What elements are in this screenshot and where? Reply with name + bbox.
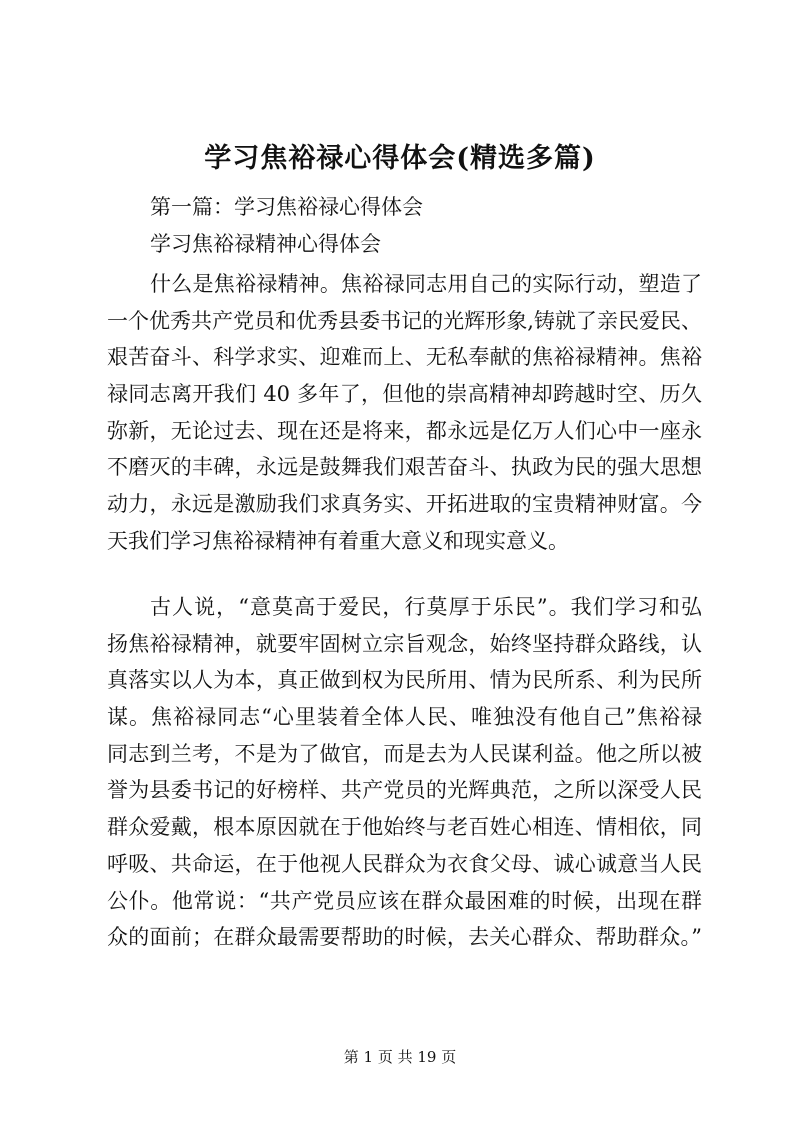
paragraph-line: 扬焦裕禄精神，就要牢固树立宗旨观念，始终坚持群众路线，认 — [107, 631, 702, 656]
body-paragraph — [107, 266, 702, 560]
paragraph-line: 呼吸、共命运，在于他视人民群众为衣食父母、诚心诚意当人民 — [107, 851, 702, 876]
paragraph-line: 群众爱戴，根本原因就在于他始终与老百姓心相连、情相依，同 — [107, 815, 702, 840]
paragraph-line: 不磨灭的丰碑，永远是鼓舞我们艰苦奋斗、执政为民的强大思想 — [107, 455, 702, 480]
paragraph-line: 谋。焦裕禄同志“心里装着全体人民、唯独没有他自己”焦裕禄 — [107, 705, 702, 730]
paragraph-line: 众的面前；在群众最需要帮助的时候，去关心群众、帮助群众。” — [107, 925, 702, 950]
paragraph-line: 一个优秀共产党员和优秀县委书记的光辉形象,铸就了亲民爱民、 — [107, 308, 702, 333]
page-number: 第 1 页 共 19 页 — [343, 1048, 457, 1066]
paragraph-line: 公仆。他常说：“共产党员应该在群众最困难的时候，出现在群 — [107, 888, 702, 913]
article-heading: 学习焦裕禄精神心得体会 — [150, 232, 381, 256]
paragraph-line: 弥新，无论过去、现在还是将来，都永远是亿万人们心中一座永 — [107, 418, 702, 443]
paragraph-line: 禄同志离开我们 40 多年了，但他的崇高精神却跨越时空、历久 — [107, 382, 702, 407]
paragraph-line: 同志到兰考，不是为了做官，而是去为人民谋利益。他之所以被 — [107, 741, 702, 766]
paragraph-line: 誉为县委书记的好榜样、共产党员的光辉典范，之所以深受人民 — [107, 778, 702, 803]
document-title: 学习焦裕禄心得体会(精选多篇) — [204, 143, 596, 174]
paragraph-line: 古人说，“意莫高于爱民，行莫厚于乐民”。我们学习和弘 — [150, 595, 702, 619]
section-heading: 第一篇：学习焦裕禄心得体会 — [150, 195, 423, 219]
paragraph-line: 动力，永远是激励我们求真务实、开拓进取的宝贵精神财富。今 — [107, 492, 702, 517]
paragraph-line: 真落实以人为本，真正做到权为民所用、情为民所系、利为民所 — [107, 668, 702, 693]
body-paragraph — [107, 589, 702, 956]
paragraph-line: 天我们学习焦裕禄精神有着重大意义和现实意义。 — [107, 528, 569, 553]
paragraph-line: 艰苦奋斗、科学求实、迎难而上、无私奉献的焦裕禄精神。焦裕 — [107, 345, 702, 370]
paragraph-line: 什么是焦裕禄精神。焦裕禄同志用自己的实际行动，塑造了 — [150, 272, 702, 296]
